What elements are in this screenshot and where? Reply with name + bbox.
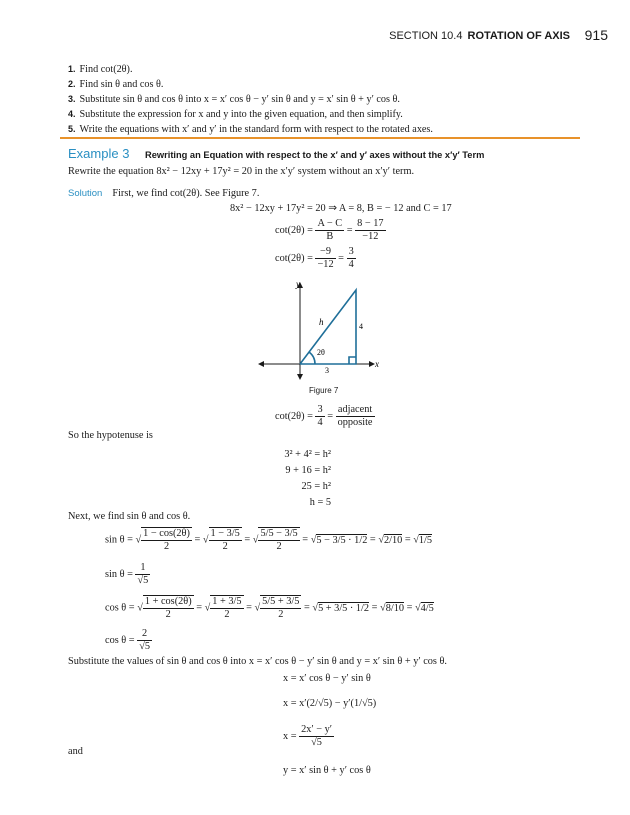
section-number: SECTION 10.4 (389, 30, 463, 42)
running-header (389, 30, 570, 42)
pythagorean-steps: 3² + 4² = h² 9 + 16 = h² 25 = h² h = 5 (284, 449, 331, 508)
axis-y-label: y (296, 279, 300, 289)
solution-line (68, 183, 259, 201)
section-title: ROTATION OF AXIS (467, 30, 570, 42)
example-label: Example 3 (68, 146, 130, 161)
cot-equation-2: cot(2θ) = $\frac{-9}{-12}$ = $\frac{3}{4}$ (275, 246, 354, 270)
sin-derivation: sin θ = √ $\frac{1 - \cos(2\theta)}{2}$ = √ $\frac{1 - 3/5}{2}$ = √ $\frac{5/5 - 3/5}{2}$ = √5 − 3/5 · 1/2 = √2/10 = √1/5 (105, 528, 433, 552)
and-text: and (68, 746, 83, 757)
steps-list (68, 62, 433, 137)
solution-intro: First, we find cot(2θ). See Figure 7. (112, 188, 260, 199)
next-text: Next, we find sin θ and cos θ. (68, 511, 191, 522)
cot-equation-1: cot(2θ) = $\frac{A - C}{B}$ = $\frac{8 - 17}{-12}$ (275, 218, 384, 242)
example-prompt: Rewrite the equation 8x² − 12xy + 17y² = 20 in the x′y′ system without an x′y′ term. (68, 166, 415, 177)
orange-divider (60, 137, 580, 139)
list-item: 5. Write the equations with x′ and y′ in the standard form with respect to the rotated axes. (68, 124, 433, 135)
page-number: 915 (584, 27, 608, 43)
y-definition: y = x′ sin θ + y′ cos θ (283, 765, 371, 776)
x-result: x = $\frac{2x' - y'}{√5}$ (283, 724, 333, 748)
cos-derivation: cos θ = √ $\frac{1 + \cos(2\theta)}{2}$ = √ $\frac{1 + 3/5}{2}$ = √ $\frac{5/5 + 3/5}{2}$ = √5 + 3/5 · 1/2 = √8/10 = √4/5 (105, 596, 434, 620)
adjacent-label: 3 (325, 366, 329, 375)
sin-result: sin θ = $\frac{1}{√5}$ (105, 562, 149, 586)
cot-adjacent-opposite: cot(2θ) = $\frac{3}{4}$ = $\frac{\text{adjacent}}{\text{opposite}}$ (275, 404, 373, 428)
x-definition: x = x′ cos θ − y′ sin θ (283, 673, 371, 684)
cos-result: cos θ = $\frac{2}{√5}$ (105, 628, 151, 652)
solution-label: Solution (68, 188, 103, 199)
axis-x-label: x (375, 359, 379, 369)
coefficient-equation: 8x² − 12xy + 17y² = 20 ⇒ A = 8, B = − 12 and C = 17 (230, 203, 452, 214)
figure-caption: Figure 7 (309, 386, 339, 395)
list-item: 2. Find sin θ and cos θ. (68, 79, 164, 90)
list-item: 4. Substitute the expression for x and y into the given equation, and then simplify. (68, 109, 403, 120)
x-substituted: x = x′(2/√5) − y′(1/√5) (283, 698, 377, 709)
list-item: 3. Substitute sin θ and cos θ into x = x′ cos θ − y′ sin θ and y = x′ sin θ + y′ cos θ. (68, 94, 400, 105)
hypotenuse-text: So the hypotenuse is (68, 430, 153, 441)
example-title: Rewriting an Equation with respect to the x′ and y′ axes without the x′y′ Term (145, 150, 485, 160)
figure-7-triangle (255, 278, 380, 386)
angle-label: 2θ (317, 348, 325, 357)
triangle-shape (300, 290, 356, 364)
hypotenuse-label: h (319, 317, 324, 327)
substitute-text: Substitute the values of sin θ and cos θ into x = x′ cos θ − y′ sin θ and y = x′ sin θ + y′ cos θ. (68, 656, 448, 667)
opposite-label: 4 (359, 322, 363, 331)
list-item: 1. Find cot(2θ). (68, 64, 133, 75)
